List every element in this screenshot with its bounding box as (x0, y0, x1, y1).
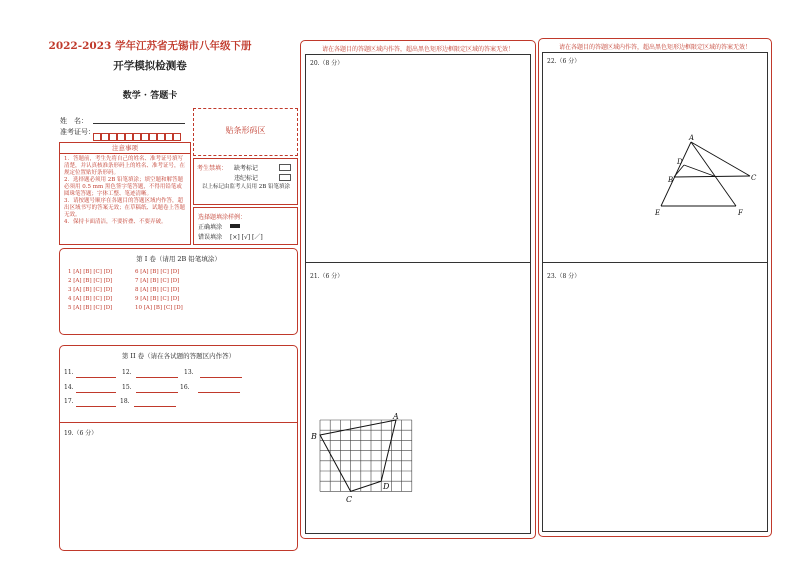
divider (60, 422, 297, 423)
blank-line[interactable] (136, 377, 178, 378)
blank-label: 18. (120, 398, 130, 405)
exam-status-box (193, 158, 298, 205)
notice-item: 2．选择题必须用 2B 铅笔填涂；填空题和解答题必须用 0.5 mm 黑色签字笔答题，不得用铅笔或圆珠笔答题；字体工整、笔迹清晰。 (64, 177, 184, 197)
choice-row[interactable]: 8 [A] [B] [C] [D] (135, 287, 180, 293)
fill-correct-mark (230, 224, 240, 228)
blank-label: 11. (64, 369, 74, 376)
blank-label: 16. (180, 384, 190, 391)
fill-sample-title: 选择题填涂样例： (198, 214, 247, 221)
name-label: 姓 名： (60, 117, 88, 125)
blank-label: 14. (64, 384, 74, 391)
exam-subtitle: 开学模拟检测卷 (113, 60, 187, 72)
id-label: 准考证号： (60, 128, 95, 136)
notice-item: 3．请按题号顺序在各题目的答题区域内作答，超出区域书写的答案无效；在草稿纸、试题卷上答题无效。 (64, 198, 186, 218)
notice-box (59, 142, 191, 245)
middle-panel (300, 40, 536, 539)
section-1-title: 第 I 卷（请用 2B 铅笔填涂） (136, 255, 221, 263)
answer-frame[interactable] (542, 52, 768, 532)
blank-line[interactable] (136, 392, 178, 393)
right-panel (538, 38, 772, 537)
exam-title: 2022-2023 学年江苏省无锡市八年级下册 (48, 40, 252, 52)
choice-row[interactable]: 6 [A] [B] [C] [D] (135, 269, 180, 275)
q20-label: 20.（8 分） (310, 60, 344, 67)
blank-line[interactable] (76, 392, 116, 393)
fig22-label-a: A (689, 134, 695, 142)
choice-row[interactable]: 7 [A] [B] [C] [D] (135, 278, 180, 284)
triangle-figure (653, 133, 759, 223)
fill-sample-box (193, 207, 298, 245)
divider (543, 262, 767, 263)
absent-mark[interactable] (279, 164, 291, 171)
blank-label: 17. (64, 398, 74, 405)
panel-notice: 请在各题目的答题区域内作答，超出黑色矩形边框限定区域的答案无效！ (321, 46, 514, 53)
blank-label: 13. (184, 369, 194, 376)
fig22-label-b: B (668, 176, 674, 184)
choice-row[interactable]: 9 [A] [B] [C] [D] (135, 296, 180, 302)
grid-figure (310, 407, 414, 507)
section-2-box (59, 345, 298, 551)
notice-item: 1．答题前，考生先将自己的姓名、准考证号填写清楚，并认真核准条形码上的姓名、准考证号，在规定位置贴好条形码。 (64, 156, 186, 176)
card-title: 数学 · 答题卡 (122, 91, 178, 101)
exam-status-note: 以上标记由监考人员用 2B 铅笔填涂 (202, 184, 291, 190)
exam-status-label: 考生禁填： (197, 165, 228, 172)
panel-notice: 请在各题目的答题区域内作答，超出黑色矩形边框限定区域的答案无效！ (558, 44, 751, 51)
name-line (93, 123, 185, 124)
fig22-label-d: D (677, 158, 683, 166)
violation-mark[interactable] (279, 174, 291, 181)
choice-row[interactable]: 4 [A] [B] [C] [D] (68, 296, 113, 302)
violation-label: 违纪标记 (234, 175, 259, 182)
fill-correct-label: 正确填涂 (198, 224, 223, 231)
barcode-label: 贴条形码区 (225, 126, 266, 135)
blank-line[interactable] (76, 377, 116, 378)
blank-line[interactable] (134, 406, 176, 407)
divider (306, 262, 530, 263)
fig22-label-e: E (655, 209, 661, 217)
blank-line[interactable] (76, 406, 116, 407)
choice-row[interactable]: 10 [A] [B] [C] [D] (135, 305, 183, 311)
fill-wrong-marks: [×] [√] [／] (230, 234, 263, 241)
fig21-label-a: A (393, 412, 399, 421)
fig22-label-c: C (751, 174, 757, 182)
section-2-title: 第 II 卷（请在各试题的答题区内作答） (121, 352, 236, 360)
choice-row[interactable]: 3 [A] [B] [C] [D] (68, 287, 113, 293)
q23-label: 23.（8 分） (547, 273, 581, 280)
choice-row[interactable]: 5 [A] [B] [C] [D] (68, 305, 113, 311)
barcode-area (193, 108, 298, 156)
q21-label: 21.（6 分） (310, 273, 344, 280)
q22-label: 22.（6 分） (547, 58, 581, 65)
blank-line[interactable] (200, 377, 242, 378)
section-1-box (59, 248, 298, 335)
notice-item: 4．保持卡面清洁，不要折叠、不要弄破。 (64, 219, 167, 225)
fig22-label-f: F (738, 209, 743, 217)
q19-label: 19.（6 分） (64, 430, 98, 437)
blank-label: 12. (122, 369, 132, 376)
notice-title: 注意事项 (60, 143, 190, 154)
absent-label: 缺考标记 (234, 165, 259, 172)
blank-line[interactable] (198, 392, 240, 393)
choice-row[interactable]: 1 [A] [B] [C] [D] (68, 269, 113, 275)
fig21-label-d: D (383, 482, 390, 491)
fig21-label-b: B (311, 432, 317, 441)
fig21-label-c: C (346, 495, 353, 504)
fill-wrong-label: 错误填涂 (198, 234, 223, 241)
choice-row[interactable]: 2 [A] [B] [C] [D] (68, 278, 113, 284)
answer-frame[interactable] (305, 54, 531, 534)
blank-label: 15. (122, 384, 132, 391)
